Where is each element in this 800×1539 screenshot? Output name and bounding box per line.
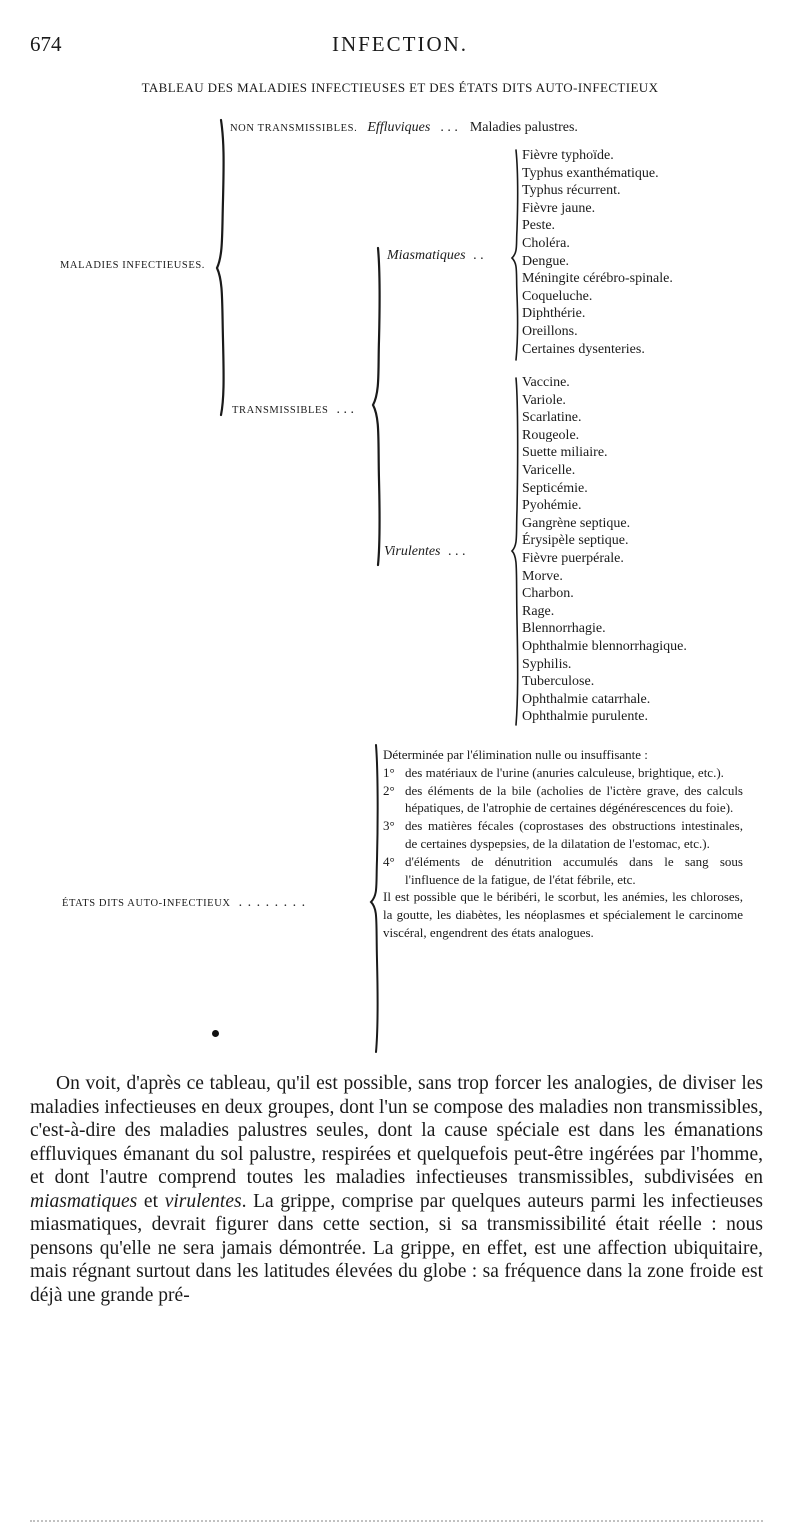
list-item: Ophthalmie blennorrhagique. bbox=[522, 638, 687, 654]
brace-maladies bbox=[217, 120, 224, 415]
brace-virulentes bbox=[512, 378, 518, 725]
list-item: Vaccine. bbox=[522, 375, 570, 390]
running-title: INFECTION. bbox=[331, 32, 469, 56]
list-item: Fièvre typhoïde. bbox=[522, 148, 614, 163]
list-item: Dengue. bbox=[522, 253, 570, 269]
footer-rule bbox=[30, 1520, 763, 1525]
list-item: Oreillons. bbox=[522, 323, 578, 339]
auto-item-text: des matières fécales (coprostases des obstructions intestinales, de certaines dyspepsies, de la dilatation de l'estomac, etc.). bbox=[405, 818, 743, 851]
brace-miasmatiques bbox=[512, 150, 518, 360]
auto-description bbox=[383, 746, 743, 942]
list-item: Certaines dysenteries. bbox=[522, 341, 645, 357]
dots-auto: . . . . . . . . bbox=[238, 895, 307, 910]
item-maladies-palustres: Maladies palustres. bbox=[469, 120, 578, 135]
list-item: Gangrène septique. bbox=[522, 515, 631, 531]
dots-miasmatiques: . . bbox=[473, 248, 484, 263]
auto-item-text: des matériaux de l'urine (anuries calculeuse, brightique, etc.). bbox=[405, 764, 724, 780]
body-emphasis-miasmatiques: miasmatiques bbox=[30, 1190, 138, 1212]
list-item: Peste. bbox=[522, 218, 556, 234]
list-item: Diphthérie. bbox=[522, 306, 586, 322]
label-transmissibles: TRANSMISSIBLES bbox=[232, 405, 329, 416]
label-non-transmissibles: NON TRANSMISSIBLES. bbox=[230, 123, 358, 134]
list-item: Pyohémie. bbox=[522, 498, 582, 514]
auto-item-text: d'éléments de dénutrition accumulés dans le sang sous l'influence de la fatigue, de l'état fébrile, etc. bbox=[405, 853, 743, 887]
auto-note: Il est possible que le béribéri, le scorbut, les anémies, les chloroses, la goutte, les diabètes, les néoplasmes et spécialement le carcinome viscéral, engendrent des états analogues. bbox=[383, 889, 743, 940]
list-item: Suette miliaire. bbox=[522, 445, 608, 461]
auto-item-num: 3° bbox=[383, 818, 395, 834]
list-item: Variole. bbox=[522, 392, 566, 408]
auto-item-num: 1° bbox=[383, 764, 395, 780]
list-item: Fièvre jaune. bbox=[522, 200, 596, 216]
auto-item bbox=[383, 782, 743, 818]
body-text-part2: et bbox=[137, 1190, 165, 1212]
list-item: Coqueluche. bbox=[522, 288, 593, 304]
list-item: Méningite cérébro-spinale. bbox=[522, 271, 673, 287]
label-miasmatiques: Miasmatiques bbox=[387, 248, 466, 263]
auto-intro: Déterminée par l'élimination nulle ou insuffisante : bbox=[383, 747, 648, 762]
auto-item-num: 2° bbox=[383, 782, 395, 798]
auto-item bbox=[383, 853, 743, 889]
label-maladies-infectieuses: MALADIES INFECTIEUSES. bbox=[60, 260, 206, 271]
list-virulentes bbox=[522, 374, 687, 726]
list-item: Charbon. bbox=[522, 586, 574, 602]
row-non-transmissibles bbox=[230, 118, 578, 136]
list-item: Typhus récurrent. bbox=[522, 183, 621, 199]
list-item: Rougeole. bbox=[522, 427, 580, 443]
auto-item bbox=[383, 817, 743, 853]
list-item: Blennorrhagie. bbox=[522, 621, 606, 637]
list-item: Ophthalmie purulente. bbox=[522, 709, 648, 725]
list-item: Rage. bbox=[522, 603, 555, 619]
auto-item bbox=[383, 764, 743, 782]
brace-auto bbox=[371, 745, 378, 1052]
list-item: Érysipèle septique. bbox=[522, 533, 629, 549]
label-effluviques: Effluviques bbox=[367, 120, 431, 135]
list-item: Syphilis. bbox=[522, 656, 572, 672]
body-text-part3: . La grippe, comprise par quelques auteurs parmi les infectieuses miasmatiques, devrait figurer dans cette section, si sa transmissibilité était réelle : nous pensons qu'elle ne sera jamais démontrée. La grippe, en effet, est une affection ubiquitaire, mais régnant surtout dans les latitudes élevées du globe : sa fréquence dans la zone froide est déjà une grande pré- bbox=[30, 1190, 764, 1306]
body-emphasis-virulentes: virulentes bbox=[164, 1190, 242, 1212]
list-item: Typhus exanthématique. bbox=[522, 165, 659, 181]
page-number: 674 bbox=[30, 32, 62, 56]
row-transmissibles bbox=[232, 400, 354, 418]
row-miasmatiques bbox=[387, 248, 484, 264]
auto-item-text: des éléments de la bile (acholies de l'ictère grave, des calculs hépatiques, de l'atrophie de certaines dégénérescences du foie). bbox=[405, 782, 743, 816]
body-paragraph bbox=[30, 1072, 763, 1307]
dots-virulentes: . . . bbox=[448, 544, 466, 559]
row-auto-infectieux bbox=[62, 893, 306, 911]
ink-mark bbox=[212, 1030, 219, 1037]
label-auto-infectieux: ÉTATS DITS AUTO-INFECTIEUX bbox=[62, 898, 231, 909]
dots-effluviques: . . . bbox=[440, 120, 458, 135]
list-item: Morve. bbox=[522, 568, 563, 584]
list-item: Tuberculose. bbox=[522, 674, 595, 690]
list-item: Scarlatine. bbox=[522, 410, 582, 426]
brace-transmissibles bbox=[373, 248, 380, 565]
list-item: Fièvre puerpérale. bbox=[522, 550, 624, 566]
list-item: Ophthalmie catarrhale. bbox=[522, 691, 651, 707]
list-item: Varicelle. bbox=[522, 462, 576, 478]
dots-transmissibles: . . . bbox=[336, 402, 355, 417]
list-item: Septicémie. bbox=[522, 480, 588, 496]
table-title: TABLEAU DES MALADIES INFECTIEUSES ET DES ÉTATS DITS AUTO-INFECTIEUX bbox=[141, 80, 659, 95]
auto-item-num: 4° bbox=[383, 853, 395, 869]
row-virulentes bbox=[384, 544, 466, 560]
body-text-part1: On voit, d'après ce tableau, qu'il est possible, sans trop forcer les analogies, de diviser les maladies infectieuses en deux groupes, dont l'un se compose des maladies non transmissibles, c'est-à-dire des maladies palustres seules, dont la cause spéciale est dans les émanations effluviques émanant du sol palustre, respirées et quelquefois peut-être ingérées par l'homme, et dont l'autre comprend toutes les maladies infectieuses transmissibles, subdivisées en bbox=[30, 1073, 763, 1188]
label-virulentes: Virulentes bbox=[384, 544, 441, 559]
list-item: Choléra. bbox=[522, 235, 570, 251]
list-miasmatiques bbox=[522, 147, 673, 358]
